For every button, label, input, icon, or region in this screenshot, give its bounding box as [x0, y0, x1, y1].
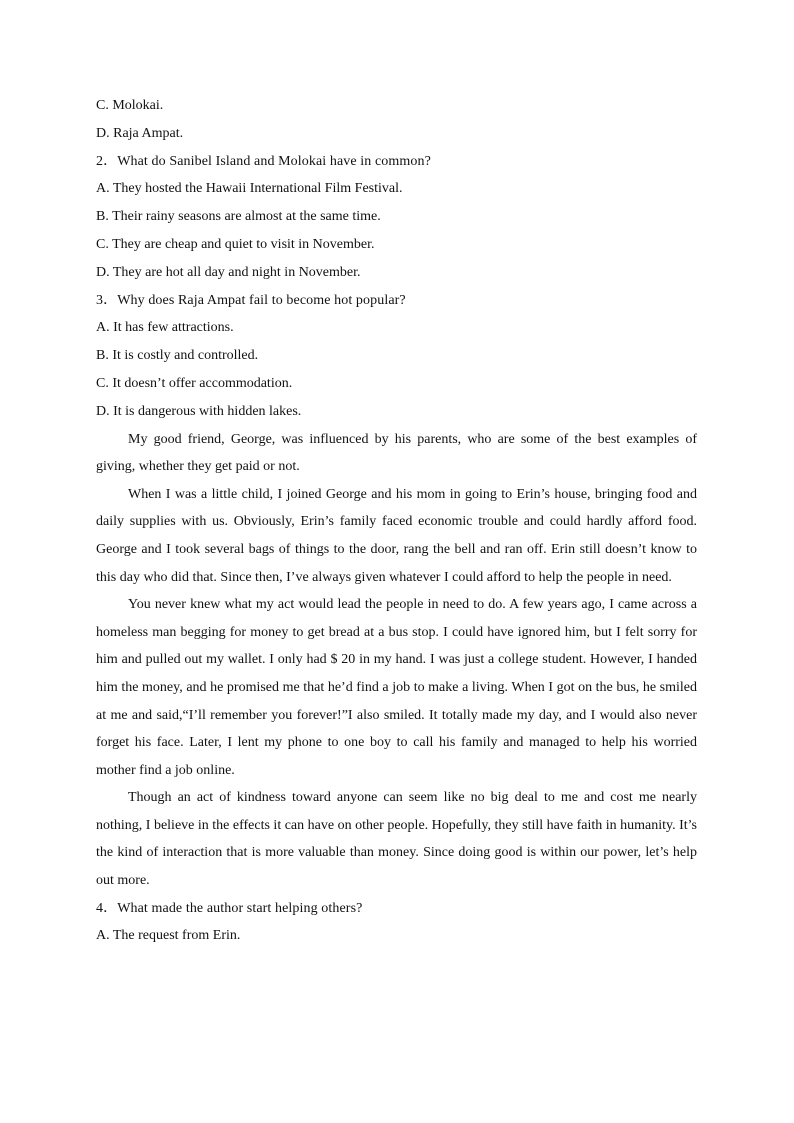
- passage-paragraph-1: My good friend, George, was influenced by his parents, who are some of the best examples of giving, whether they get paid or not.: [96, 431, 697, 475]
- passage-paragraph-3: You never knew what my act would lead the people in need to do. A few years ago, I came across a homeless man begging for money to get bread at a bus stop. I could have ignored him, but I felt sorry for him and pulled out my wallet. I only had $ 20 in my hand. I was just a college student. However, I handed him the money, and he promised me that he’d find a job to make a living. When I got on the bus, he smiled at me and said,“I’ll remember you forever!”I also smiled. It totally made my day, and I would also never forget his face. Later, I lent my phone to one boy to call his family and managed to help his worried mother find a job online.: [96, 597, 697, 778]
- q2-option-c: C. They are cheap and quiet to visit in November.: [96, 236, 375, 252]
- q4-stem: 4．What made the author start helping others?: [96, 900, 363, 916]
- q3-option-d: D. It is dangerous with hidden lakes.: [96, 403, 302, 419]
- q2-option-b: B. Their rainy seasons are almost at the same time.: [96, 209, 381, 225]
- q2-stem: 2．What do Sanibel Island and Molokai have in common?: [96, 153, 431, 169]
- q3-option-b: B. It is costly and controlled.: [96, 348, 259, 364]
- q2-option-d: D. They are hot all day and night in November.: [96, 264, 361, 280]
- q3-option-a: A. It has few attractions.: [96, 320, 234, 336]
- q3-stem: 3．Why does Raja Ampat fail to become hot popular?: [96, 292, 406, 308]
- q2-option-a: A. They hosted the Hawaii International Film Festival.: [96, 181, 403, 197]
- document-page: [96, 92, 697, 950]
- passage-paragraph-2: When I was a little child, I joined George and his mom in going to Erin’s house, bringing food and daily supplies with us. Obviously, Erin’s family faced economic trouble and could hardly afford food. George and I took several bags of things to the door, rang the bell and ran off. Erin still doesn’t know to this day who did that. Since then, I’ve always given whatever I could afford to help the people in need.: [96, 486, 697, 585]
- q3-option-c: C. It doesn’t offer accommodation.: [96, 375, 293, 391]
- passage-paragraph-4: Though an act of kindness toward anyone can seem like no big deal to me and cost me nearly nothing, I believe in the effects it can have on other people. Hopefully, they still have faith in humanity. It’s the kind of interaction that is more valuable than money. Since doing good is within our power, let’s help out more.: [96, 790, 697, 889]
- q1-option-d: D. Raja Ampat.: [96, 125, 184, 141]
- q4-option-a: A. The request from Erin.: [96, 928, 241, 944]
- q1-option-c: C. Molokai.: [96, 98, 164, 113]
